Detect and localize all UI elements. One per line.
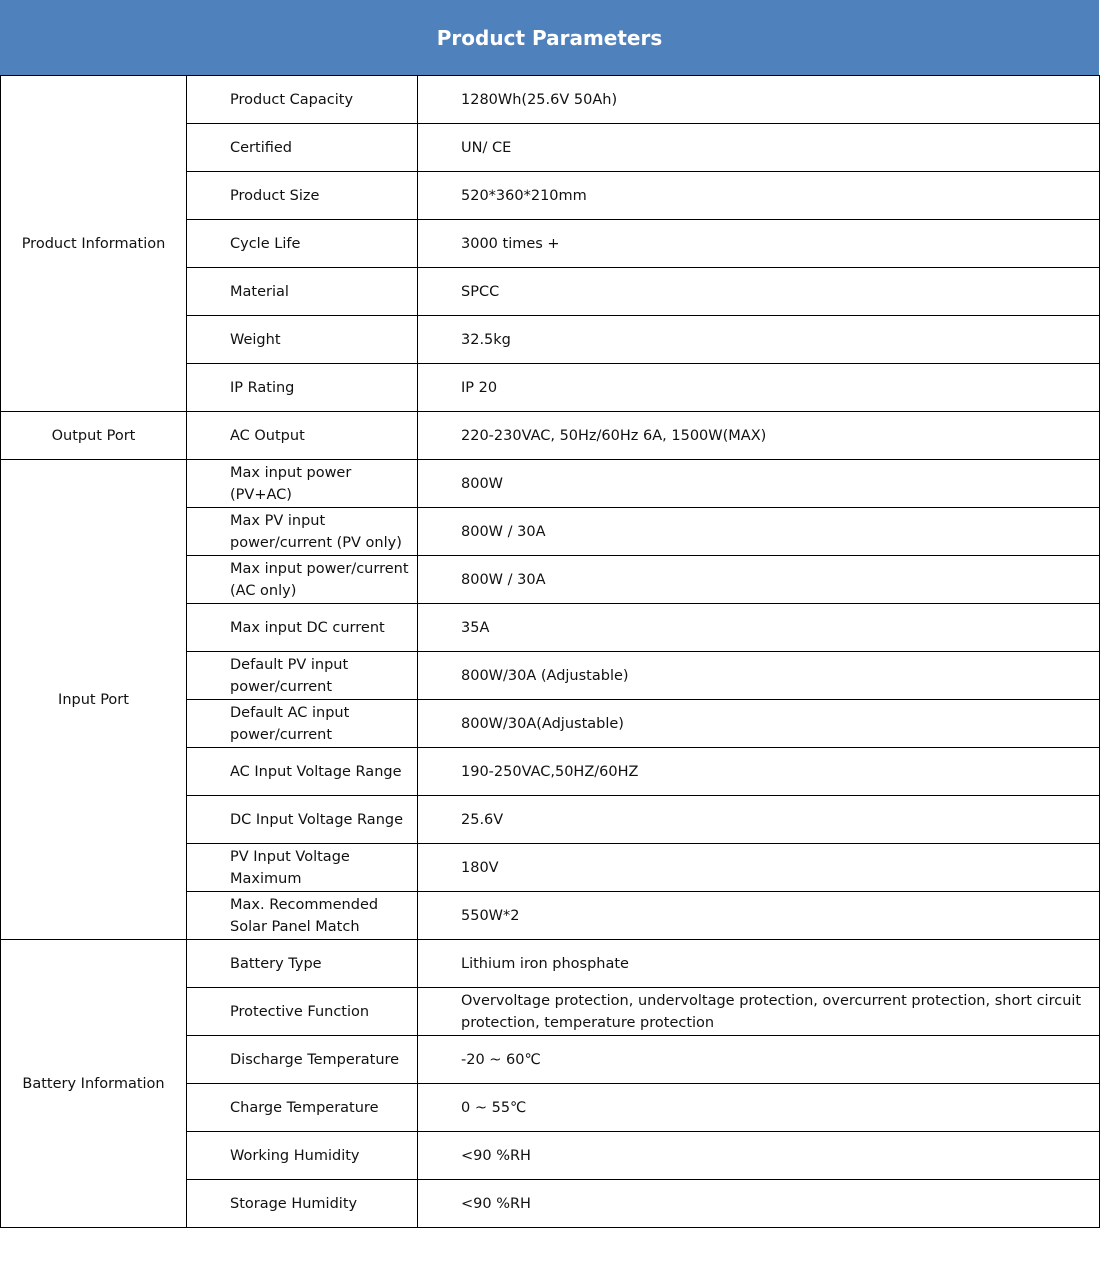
- parameter-name: DC Input Voltage Range: [187, 796, 418, 844]
- group-label: Product Information: [1, 76, 187, 412]
- table-row: [1, 412, 1100, 460]
- parameters-table-body: [1, 76, 1100, 1228]
- parameter-name: Max input power/current (AC only): [187, 556, 418, 604]
- parameters-table: [0, 75, 1100, 1228]
- parameter-name: Max input DC current: [187, 604, 418, 652]
- parameter-value: UN/ CE: [418, 124, 1100, 172]
- parameter-value: 800W: [418, 460, 1100, 508]
- table-row: [1, 460, 1100, 508]
- parameter-value: IP 20: [418, 364, 1100, 412]
- parameter-value: Lithium iron phosphate: [418, 940, 1100, 988]
- parameter-name: Discharge Temperature: [187, 1036, 418, 1084]
- parameter-value: -20 ~ 60℃: [418, 1036, 1100, 1084]
- table-row: [1, 940, 1100, 988]
- parameter-name: Material: [187, 268, 418, 316]
- parameter-value: 0 ~ 55℃: [418, 1084, 1100, 1132]
- parameter-name: PV Input Voltage Maximum: [187, 844, 418, 892]
- parameter-value: Overvoltage protection, undervoltage protection, overcurrent protection, short circuit protection, temperature protection: [418, 988, 1100, 1036]
- parameter-name: Max input power (PV+AC): [187, 460, 418, 508]
- parameter-name: AC Output: [187, 412, 418, 460]
- parameter-value: 180V: [418, 844, 1100, 892]
- parameter-name: Storage Humidity: [187, 1180, 418, 1228]
- parameter-value: 800W / 30A: [418, 556, 1100, 604]
- group-label: Output Port: [1, 412, 187, 460]
- parameter-value: 550W*2: [418, 892, 1100, 940]
- parameter-value: 32.5kg: [418, 316, 1100, 364]
- parameter-name: Cycle Life: [187, 220, 418, 268]
- parameter-name: Product Capacity: [187, 76, 418, 124]
- parameter-value: 800W/30A (Adjustable): [418, 652, 1100, 700]
- parameter-name: Working Humidity: [187, 1132, 418, 1180]
- group-label: Input Port: [1, 460, 187, 940]
- parameter-value: 220-230VAC, 50Hz/60Hz 6A, 1500W(MAX): [418, 412, 1100, 460]
- parameter-value: 3000 times +: [418, 220, 1100, 268]
- table-title: Product Parameters: [0, 0, 1099, 75]
- table-row: [1, 76, 1100, 124]
- parameter-value: 190-250VAC,50HZ/60HZ: [418, 748, 1100, 796]
- parameter-value: 800W / 30A: [418, 508, 1100, 556]
- parameter-value: <90 %RH: [418, 1132, 1100, 1180]
- parameter-name: Protective Function: [187, 988, 418, 1036]
- parameter-name: Default AC input power/current: [187, 700, 418, 748]
- parameter-value: <90 %RH: [418, 1180, 1100, 1228]
- parameter-value: 25.6V: [418, 796, 1100, 844]
- parameter-name: Charge Temperature: [187, 1084, 418, 1132]
- parameter-name: Max. Recommended Solar Panel Match: [187, 892, 418, 940]
- parameter-value: 1280Wh(25.6V 50Ah): [418, 76, 1100, 124]
- parameter-value: 520*360*210mm: [418, 172, 1100, 220]
- parameter-name: Weight: [187, 316, 418, 364]
- parameter-name: Certified: [187, 124, 418, 172]
- parameter-value: 800W/30A(Adjustable): [418, 700, 1100, 748]
- parameter-name: Product Size: [187, 172, 418, 220]
- parameter-name: AC Input Voltage Range: [187, 748, 418, 796]
- parameter-name: IP Rating: [187, 364, 418, 412]
- parameter-name: Max PV input power/current (PV only): [187, 508, 418, 556]
- parameter-value: 35A: [418, 604, 1100, 652]
- parameter-value: SPCC: [418, 268, 1100, 316]
- parameter-name: Default PV input power/current: [187, 652, 418, 700]
- parameter-name: Battery Type: [187, 940, 418, 988]
- group-label: Battery Information: [1, 940, 187, 1228]
